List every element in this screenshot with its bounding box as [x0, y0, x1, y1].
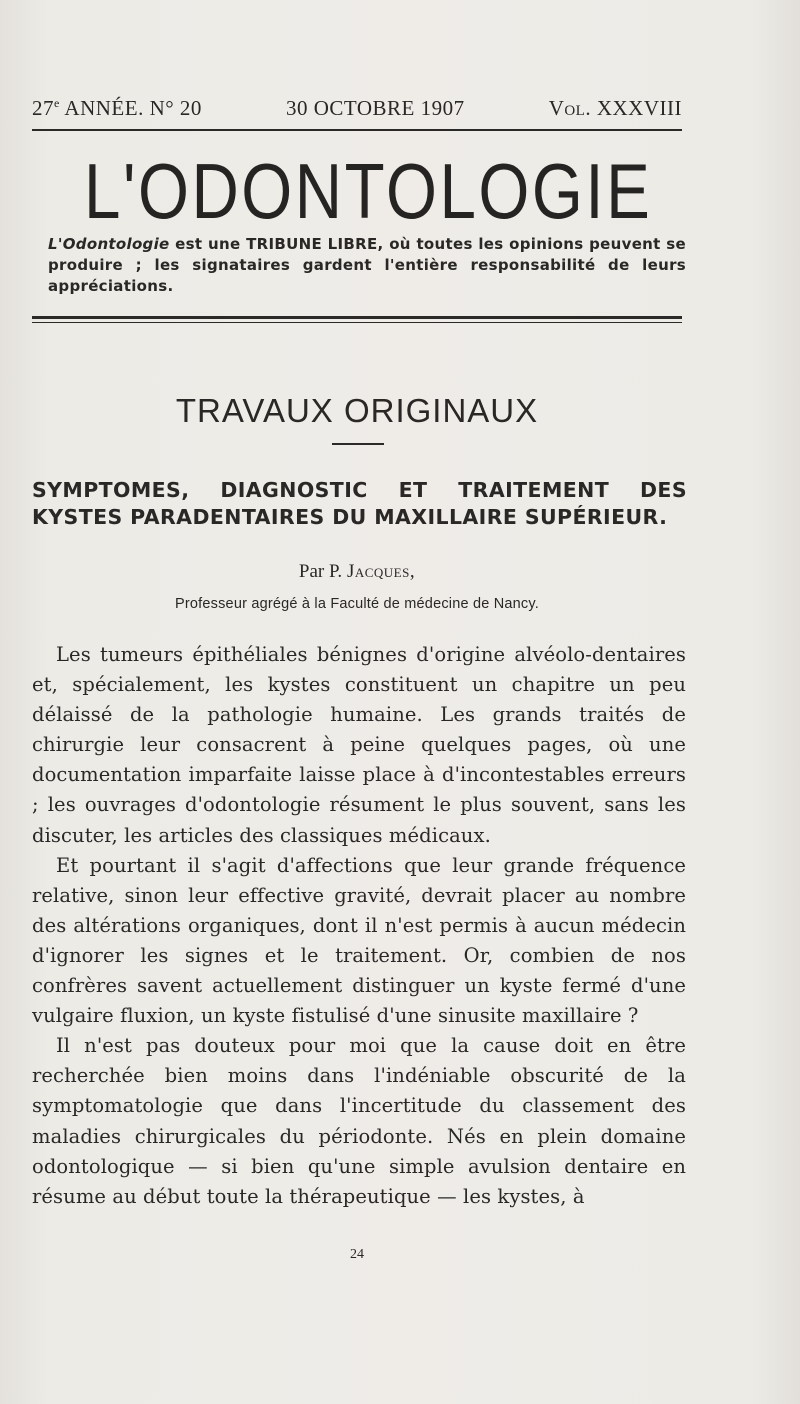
byline-prefix: Par P. [298, 561, 347, 582]
author-name: Jacques, [346, 561, 416, 582]
body-paragraph: Et pourtant il s'agit d'affections que leur grande fréquence relative, sinon leur effective gravité, devrait placer au nombre des altérations organiques, dont il n'est permis à aucun médecin d'ignorer les signes et le traitement. Or, combien de nos confrères savent actuellement distinguer un kyste fermé d'une vulgaire fluxion, un kyste fistulisé d'une sinusite maxillaire ? [32, 853, 686, 1028]
tribune-journal-name: L'Odontologie [48, 235, 170, 253]
tribune-text: est une TRIBUNE LIBRE, où toutes les opinions peuvent se produire ; les signataires gardent l'entière responsabilité de leurs appréciations. [48, 235, 686, 295]
issue-date: 30 OCTOBRE 1907 [285, 96, 465, 120]
body-paragraph: Il n'est pas douteux pour moi que la cause doit en être recherchée bien moins dans l'indéniable obscurité de la symptomatologie que dans l'incertitude du classement des maladies chirurgicales du périodonte. Nés en plein domaine odontologique — si bien qu'une simple avulsion dentaire en résume au début toute la thérapeutique — les kystes, à [32, 1034, 686, 1208]
article-byline [32, 561, 682, 583]
journal-masthead: L'ODONTOLOGIE [84, 147, 653, 235]
tribune-notice [48, 234, 686, 297]
article-body [32, 640, 686, 1212]
section-divider [332, 443, 384, 445]
masthead-rule-thin [32, 322, 682, 323]
issue-number: 27e ANNÉE. N° 20 [32, 96, 202, 120]
issue-header [32, 96, 682, 124]
header-rule [32, 129, 682, 131]
page-number: 24 [350, 1247, 364, 1262]
article-title: SYMPTOMES, DIAGNOSTIC ET TRAITEMENT DES KYSTES PARADENTAIRES DU MAXILLAIRE SUPÉRIEUR. [32, 478, 687, 529]
body-paragraph: Les tumeurs épithéliales bénignes d'origine alvéolo-dentaires et, spécialement, les kystes constituent un chapitre un peu délaissé de la pathologie humaine. Les grands traités de chirurgie leur consacrent à peine quelques pages, où une documentation imparfaite laisse place à d'incontestables erreurs ; les ouvrages d'odontologie résument le plus souvent, sans les discuter, les articles des classiques médicaux. [32, 643, 686, 847]
masthead-rule-thick [32, 316, 682, 319]
issue-volume: Vol. XXXVIII [548, 96, 682, 120]
section-title: TRAVAUX ORIGINAUX [175, 392, 539, 429]
author-affiliation: Professeur agrégé à la Faculté de médecine de Nancy. [175, 596, 539, 612]
